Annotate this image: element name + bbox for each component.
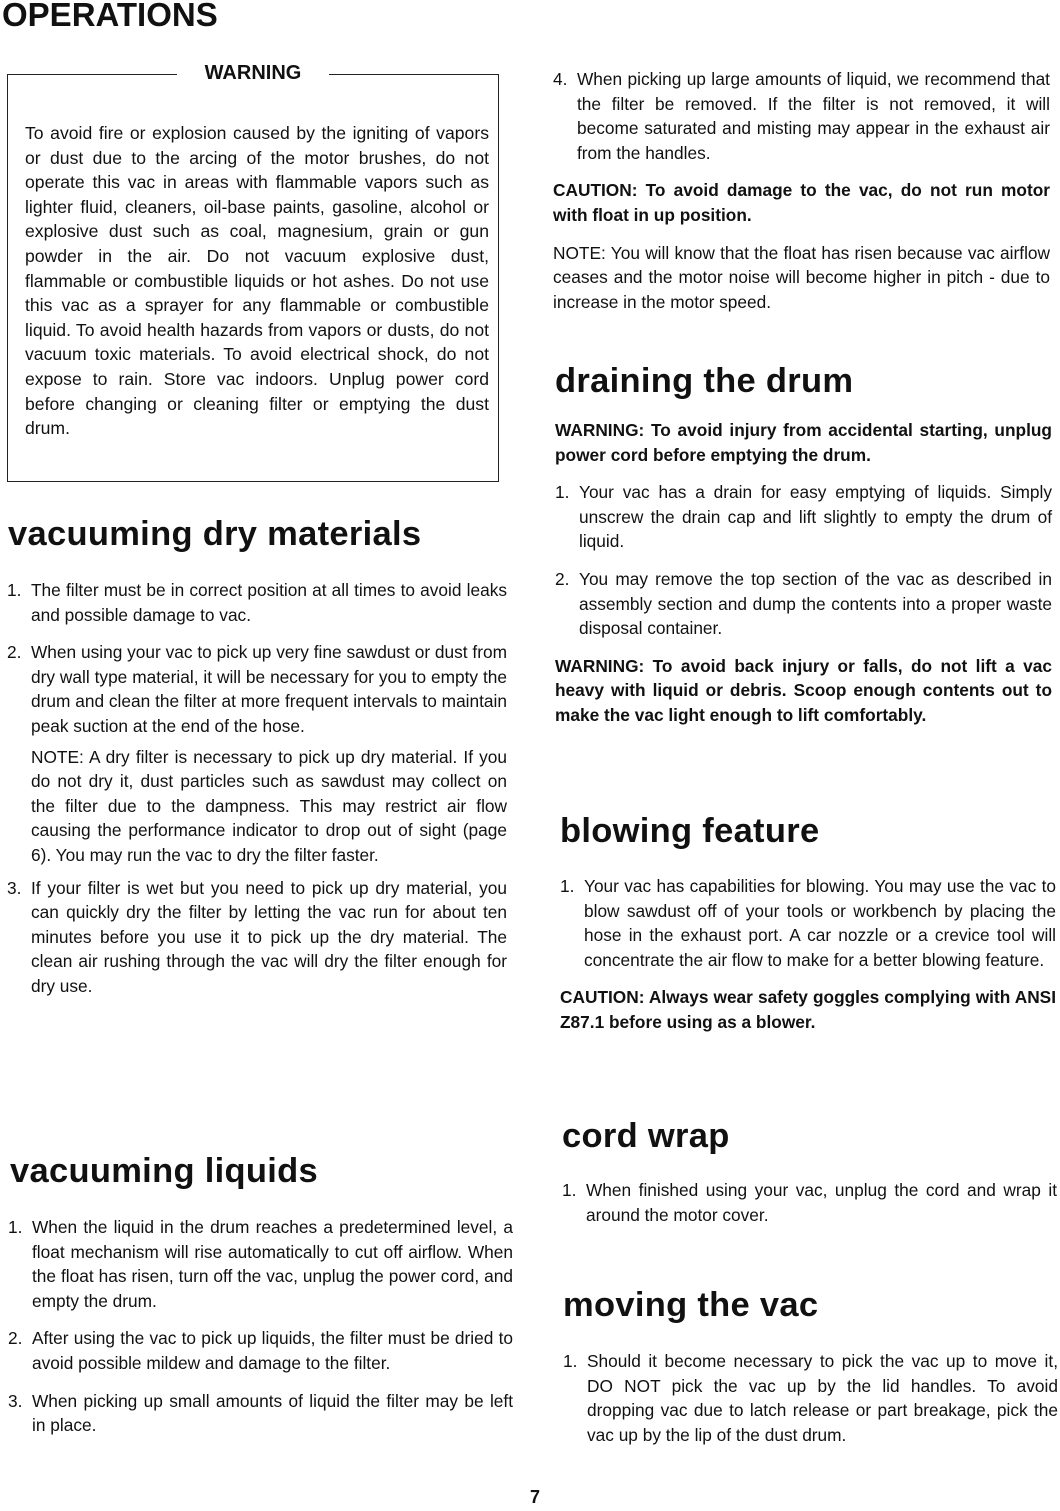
heading-liquids: vacuuming liquids — [10, 1152, 318, 1190]
list-item — [562, 1178, 1057, 1227]
item-number: 1. — [560, 876, 575, 896]
list-item — [555, 567, 1052, 641]
caution-goggles: CAUTION: Always wear safety goggles complying with ANSI Z87.1 before using as a blower. — [560, 987, 1056, 1032]
page-number: 7 — [530, 1487, 541, 1507]
item-text: When using your vac to pick up very fine sawdust or dust from dry wall type material, it will be necessary for you to empty the drum and clean the filter at more frequent intervals to maintain peak suction at the end of the hose. — [31, 642, 507, 736]
item-number: 1. — [555, 482, 570, 503]
item-text: When picking up small amounts of liquid the filter may be left in place. — [32, 1390, 513, 1436]
caution-float: CAUTION: To avoid damage to the vac, do not run motor with float in up position. — [553, 180, 1050, 225]
item-text: When the liquid in the drum reaches a predetermined level, a float mechanism will rise automatically to cut off airflow. When the float has risen, turn off the vac, unplug the power cord, and empty the drum. — [32, 1217, 513, 1311]
section-dry-materials — [7, 578, 507, 1012]
heading-cord-wrap: cord wrap — [562, 1117, 730, 1155]
section-liquids — [8, 1215, 513, 1451]
page-title: OPERATIONS — [2, 0, 218, 33]
section-cord-wrap — [562, 1178, 1057, 1240]
item-text: When picking up large amounts of liquid, we recommend that the filter be removed. If the filter is not removed, it will become saturated and misting may appear in the exhaust air from the handles. — [577, 69, 1050, 163]
item-number: 1. — [563, 1351, 578, 1371]
section-liquids-continued — [553, 67, 1050, 327]
item-number: 2. — [8, 1328, 23, 1349]
section-blowing — [560, 874, 1056, 1048]
heading-moving: moving the vac — [563, 1286, 819, 1324]
list-item — [8, 1389, 513, 1438]
item-number: 2. — [7, 642, 22, 663]
heading-dry-materials: vacuuming dry materials — [8, 515, 422, 553]
item-text: Should it become necessary to pick the vac up to move it, DO NOT pick the vac up by the lid handles. To avoid dropping vac due to latch release or part breakage, pick the vac up by the lip of the dust drum. — [587, 1351, 1058, 1445]
section-moving — [563, 1349, 1058, 1460]
warning-label: WARNING — [204, 62, 302, 84]
note-dry-filter: NOTE: A dry filter is necessary to pick up dry material. If you do not dry it, dust particles such as sawdust may collect on the filter due to the dampness. This may restrict air flow causing the performance indicator to drop out of sight (page 6). You may run the vac to dry the filter faster. — [31, 746, 507, 865]
warning-box — [7, 62, 499, 482]
item-text: After using the vac to pick up liquids, the filter must be dried to avoid possible mildew and damage to the filter. — [32, 1328, 513, 1373]
item-text: Your vac has capabilities for blowing. You may use the vac to blow sawdust off of your tools or workbench by placing the hose in the exhaust port. A car nozzle or a crevice tool will concentrate the air flow to make for a better blowing feature. — [584, 876, 1056, 970]
list-item — [8, 1326, 513, 1375]
list-item — [563, 1349, 1058, 1447]
item-text: The filter must be in correct position at all times to avoid leaks and possible damage to vac. — [31, 580, 507, 625]
item-text: Your vac has a drain for easy emptying of liquids. Simply unscrew the drain cap and lift slightly to empty the drum of liquid. — [579, 482, 1052, 552]
item-number: 3. — [8, 1390, 23, 1411]
item-text: When finished using your vac, unplug the cord and wrap it around the motor cover. — [586, 1180, 1057, 1225]
item-number: 1. — [562, 1180, 577, 1200]
warning-back-injury: WARNING: To avoid back injury or falls, do not lift a vac heavy with liquid or debris. Scoop enough contents out to make the vac light enough to lift comfortably. — [555, 655, 1052, 725]
item-number: 4. — [553, 69, 568, 89]
list-item — [560, 874, 1056, 972]
item-number: 2. — [555, 568, 570, 589]
warning-text: To avoid fire or explosion caused by the igniting of vapors or dust due to the arcing of the motor brushes, do not operate this vac in areas with flammable vapors such as lighter fluid, cleaners, oil-base paints, gasoline, alcohol or explosive dust such as coal, magnesium, grain or gun powder in the air. Do not vacuum explosive dust, flammable or combustible liquids or hot ashes. Do not use this vac as a sprayer for any flammable or combustible liquid. To avoid health hazards from vapors or dusts, do not vacuum toxic materials. To avoid electrical shock, do not expose to rain. Store vac indoors. Unplug power cord before changing or cleaning filter or emptying the dust drum. — [25, 123, 489, 439]
list-item — [7, 876, 507, 999]
list-item — [8, 1215, 513, 1313]
item-number: 1. — [8, 1217, 23, 1237]
item-text: You may remove the top section of the vac as described in assembly section and dump the contents into a proper waste disposal container. — [579, 568, 1052, 639]
item-text: If your filter is wet but you need to pick up dry material, you can quickly dry the filter by letting the vac run for about ten minutes before you use it to pick up the dry material. The clean air rushing through the vac will dry the filter enough for dry use. — [31, 877, 507, 996]
list-item — [555, 480, 1052, 554]
heading-blowing: blowing feature — [560, 812, 820, 850]
list-item — [7, 640, 507, 738]
list-item — [7, 578, 507, 627]
section-draining — [555, 418, 1052, 741]
list-item — [553, 67, 1050, 165]
item-number: 1. — [7, 580, 22, 600]
heading-draining: draining the drum — [555, 362, 854, 400]
note-float: NOTE: You will know that the float has risen because vac airflow ceases and the motor noise will become higher in pitch - due to increase in the motor speed. — [553, 242, 1050, 312]
item-number: 3. — [7, 877, 22, 898]
warning-accidental-start: WARNING: To avoid injury from accidental starting, unplug power cord before emptying the drum. — [555, 420, 1052, 465]
